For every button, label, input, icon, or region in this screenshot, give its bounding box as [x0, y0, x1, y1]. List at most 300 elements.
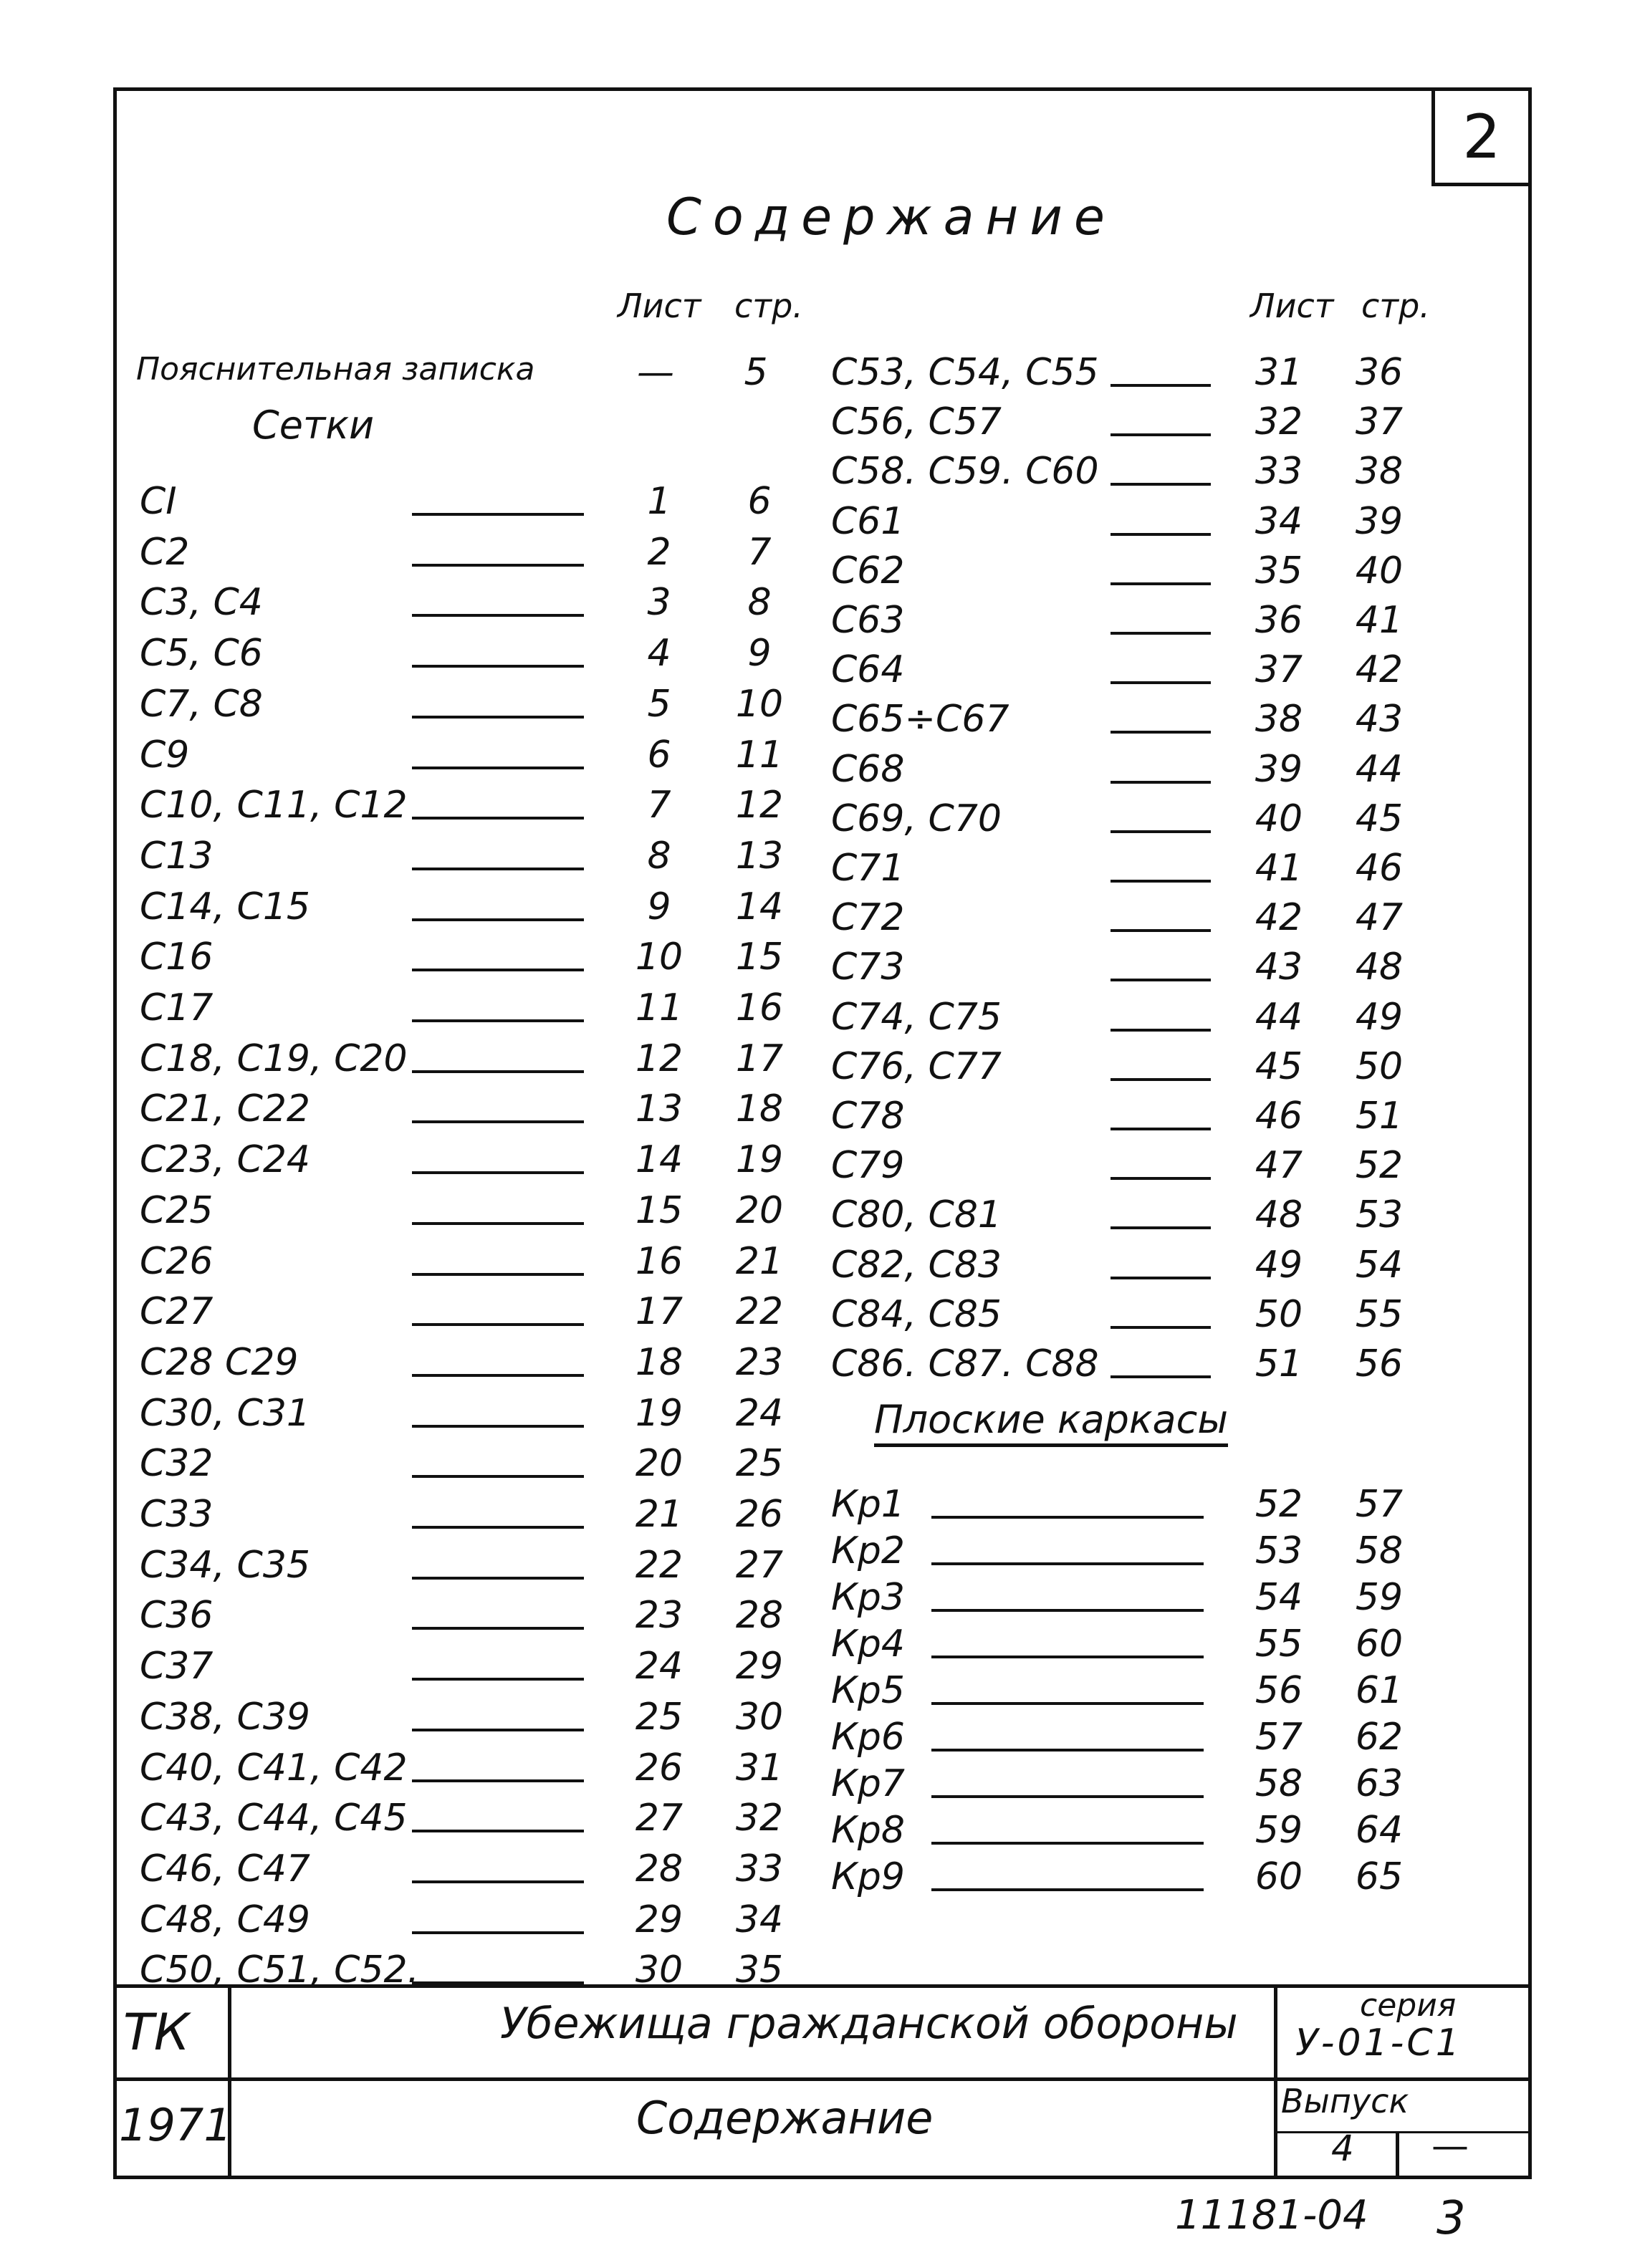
frame-entry-row — [831, 1623, 1476, 1666]
right-entry-sheet: 45 — [1255, 1044, 1303, 1088]
left-entry-sheet: 30 — [635, 1949, 683, 1992]
stamp-issue-label: Выпуск — [1281, 2082, 1409, 2120]
left-entry-label: C5, C6 — [140, 632, 263, 676]
right-entry-page: 42 — [1355, 648, 1404, 692]
left-entry-label: C17 — [140, 986, 214, 1029]
left-entry-row — [140, 1746, 820, 1789]
left-entry-sheet: 18 — [635, 1340, 683, 1384]
right-entry-sheet: 35 — [1255, 549, 1303, 592]
stamp-middle-line — [113, 2077, 1532, 2081]
left-entry-label: C27 — [140, 1290, 214, 1334]
right-entry-row — [831, 1293, 1476, 1336]
frame-entry-row — [831, 1529, 1476, 1572]
frame-entry-label: Кр8 — [831, 1809, 906, 1852]
frame-entry-sheet: 56 — [1255, 1669, 1303, 1712]
left-entry-page: 30 — [735, 1695, 784, 1739]
right-entry-leader-line — [1111, 582, 1211, 585]
left-entry-page: 22 — [735, 1290, 784, 1334]
right-entry-label: C80, C81 — [831, 1193, 1002, 1237]
right-entry-sheet: 43 — [1255, 946, 1303, 989]
right-entry-label: C68 — [831, 747, 905, 791]
right-entry-sheet: 40 — [1255, 797, 1303, 840]
left-entry-leader-line — [412, 969, 584, 971]
left-entry-label: C28 C29 — [140, 1340, 299, 1384]
frame-entry-sheet: 57 — [1255, 1716, 1303, 1759]
left-entry-sheet: 27 — [635, 1797, 683, 1840]
left-entry-sheet: 24 — [635, 1645, 683, 1688]
frame-entry-row — [831, 1483, 1476, 1526]
right-entry-sheet: 41 — [1255, 847, 1303, 890]
right-entry-leader-line — [1111, 1375, 1211, 1378]
frame-entry-row — [831, 1669, 1476, 1712]
left-entry-leader-line — [412, 1323, 584, 1326]
left-entry-label: C23, C24 — [140, 1138, 311, 1182]
right-entry-page: 45 — [1355, 797, 1404, 840]
left-entry-label: C2 — [140, 530, 190, 574]
right-entry-label: C53, C54, C55 — [831, 351, 1099, 394]
right-entry-row — [831, 1144, 1476, 1187]
left-entry-row — [140, 1189, 820, 1232]
left-entry-sheet: 11 — [635, 986, 683, 1029]
left-entry-sheet: 4 — [647, 632, 671, 676]
right-entry-page: 51 — [1355, 1095, 1404, 1138]
left-entry-row — [140, 1797, 820, 1840]
right-entry-leader-line — [1111, 533, 1211, 536]
frame-entry-leader-line — [931, 1516, 1204, 1519]
stamp-year: 1971 — [119, 2099, 232, 2151]
left-entry-label: C30, C31 — [140, 1391, 311, 1435]
right-entry-leader-line — [1111, 1128, 1211, 1130]
left-entry-leader-line — [412, 1577, 584, 1580]
right-entry-label: C69, C70 — [831, 797, 1002, 840]
page-title: Содержание — [666, 188, 1116, 246]
left-entry-leader-line — [412, 767, 584, 769]
left-entry-label: C38, C39 — [140, 1695, 311, 1739]
left-entry-label: C37 — [140, 1645, 214, 1688]
left-entry-label: C50, C51, C52. — [140, 1949, 420, 1992]
left-entry-leader-line — [412, 1425, 584, 1428]
left-header-page: стр. — [734, 287, 803, 325]
stamp-divider-right — [1274, 1984, 1277, 2179]
frame-entry-page: 59 — [1355, 1576, 1404, 1619]
right-entry-page: 52 — [1355, 1144, 1404, 1188]
left-entry-page: 29 — [735, 1645, 784, 1688]
frame-entry-page: 63 — [1355, 1762, 1404, 1805]
right-entry-page: 36 — [1355, 351, 1404, 394]
left-entry-row — [140, 734, 820, 777]
intro-page: 5 — [744, 351, 768, 394]
left-entry-label: C36 — [140, 1594, 214, 1638]
left-entry-page: 20 — [735, 1188, 784, 1232]
right-entry-leader-line — [1111, 731, 1211, 734]
right-entry-leader-line — [1111, 781, 1211, 784]
left-entry-page: 7 — [747, 530, 772, 574]
left-entry-row — [140, 986, 820, 1029]
right-entry-label: C78 — [831, 1095, 905, 1138]
frame-entry-row — [831, 1716, 1476, 1759]
right-entry-row — [831, 450, 1476, 493]
frame-entry-label: Кр5 — [831, 1669, 906, 1712]
right-entry-sheet: 36 — [1255, 599, 1303, 642]
left-entry-sheet: 2 — [647, 530, 671, 574]
left-entry-row — [140, 1087, 820, 1130]
right-entry-leader-line — [1111, 1029, 1211, 1032]
frame-entry-sheet: 52 — [1255, 1483, 1303, 1526]
left-entry-label: C25 — [140, 1188, 214, 1232]
right-entry-row — [831, 946, 1476, 989]
frame-entry-sheet: 54 — [1255, 1576, 1303, 1619]
left-entry-leader-line — [412, 513, 584, 516]
right-entry-label: C76, C77 — [831, 1044, 1002, 1088]
right-entry-label: C84, C85 — [831, 1292, 1002, 1336]
left-entry-leader-line — [412, 1171, 584, 1174]
right-entry-page: 39 — [1355, 499, 1404, 543]
right-entry-leader-line — [1111, 1277, 1211, 1279]
left-entry-label: C32 — [140, 1442, 214, 1486]
left-entry-page: 9 — [747, 632, 772, 676]
right-entry-label: C73 — [831, 946, 905, 989]
left-entry-label: C16 — [140, 936, 214, 979]
right-entry-sheet: 37 — [1255, 648, 1303, 692]
left-entry-row — [140, 1037, 820, 1080]
left-entry-sheet: 26 — [635, 1746, 683, 1789]
right-entry-label: C72 — [831, 896, 905, 940]
left-entry-label: C33 — [140, 1493, 214, 1536]
left-entry-page: 34 — [735, 1898, 784, 1941]
left-entry-sheet: 3 — [647, 581, 671, 625]
right-entry-leader-line — [1111, 681, 1211, 684]
left-entry-leader-line — [412, 665, 584, 668]
right-entry-row — [831, 351, 1476, 394]
left-entry-row — [140, 531, 820, 574]
stamp-divider-issue — [1396, 2131, 1399, 2179]
frame-entry-label: Кр6 — [831, 1716, 906, 1759]
right-entry-page: 41 — [1355, 599, 1404, 642]
left-entry-sheet: 8 — [647, 834, 671, 878]
right-entry-page: 55 — [1355, 1292, 1404, 1336]
right-entry-page: 50 — [1355, 1044, 1404, 1088]
right-entry-sheet: 32 — [1255, 400, 1303, 444]
right-entry-sheet: 33 — [1255, 450, 1303, 494]
left-entry-page: 27 — [735, 1543, 784, 1587]
left-entry-page: 19 — [735, 1138, 784, 1182]
left-entry-label: C14, C15 — [140, 885, 311, 928]
left-entry-page: 26 — [735, 1493, 784, 1536]
frame-entry-leader-line — [931, 1749, 1204, 1752]
left-entry-leader-line — [412, 1931, 584, 1934]
left-entry-row — [140, 1847, 820, 1890]
left-entry-row — [140, 835, 820, 878]
left-entry-row — [140, 1645, 820, 1688]
left-entry-label: C34, C35 — [140, 1543, 311, 1587]
left-entry-leader-line — [412, 1475, 584, 1478]
frame-entry-label: Кр4 — [831, 1623, 906, 1666]
left-entry-leader-line — [412, 918, 584, 921]
right-entry-sheet: 44 — [1255, 995, 1303, 1039]
left-entry-row — [140, 1898, 820, 1941]
left-entry-page: 35 — [735, 1949, 784, 1992]
left-entry-page: 14 — [735, 885, 784, 928]
left-entry-page: 25 — [735, 1442, 784, 1486]
stamp-top-line — [113, 1984, 1532, 1988]
left-entry-page: 10 — [735, 682, 784, 726]
left-entry-leader-line — [412, 1627, 584, 1630]
frame-entry-sheet: 60 — [1255, 1855, 1303, 1898]
left-entry-page: 24 — [735, 1391, 784, 1435]
left-entry-sheet: 28 — [635, 1847, 683, 1890]
frame-entry-row — [831, 1762, 1476, 1805]
stamp-issue-line — [1274, 2131, 1532, 2133]
right-entry-label: C63 — [831, 599, 905, 642]
left-entry-sheet: 9 — [647, 885, 671, 928]
left-entry-page: 12 — [735, 784, 784, 827]
frame-entry-label: Кр2 — [831, 1529, 906, 1572]
left-entry-row — [140, 1696, 820, 1739]
right-entry-page: 44 — [1355, 747, 1404, 791]
left-entry-sheet: 14 — [635, 1138, 683, 1182]
frame-entry-page: 64 — [1355, 1809, 1404, 1852]
stamp-doc-title: Содержание — [636, 2092, 934, 2144]
left-entry-sheet: 13 — [635, 1087, 683, 1131]
left-entry-sheet: 20 — [635, 1442, 683, 1486]
frame-entry-label: Кр3 — [831, 1576, 906, 1619]
right-entry-row — [831, 500, 1476, 543]
frame-entry-page: 58 — [1355, 1529, 1404, 1572]
right-entry-label: C82, C83 — [831, 1243, 1002, 1287]
right-entry-page: 37 — [1355, 400, 1404, 444]
frame-entry-page: 60 — [1355, 1623, 1404, 1666]
right-entry-label: C62 — [831, 549, 905, 592]
left-entry-label: C9 — [140, 733, 190, 777]
left-entry-label: C21, C22 — [140, 1087, 311, 1131]
left-entry-sheet: 23 — [635, 1594, 683, 1638]
intro-row — [136, 351, 817, 394]
right-entry-sheet: 50 — [1255, 1292, 1303, 1336]
frame-entry-page: 57 — [1355, 1483, 1404, 1526]
frame-entry-label: Кр9 — [831, 1855, 906, 1898]
right-entry-leader-line — [1111, 830, 1211, 833]
stamp-dash: — — [1431, 2125, 1469, 2168]
right-entry-sheet: 48 — [1255, 1193, 1303, 1237]
right-entry-label: C56, C57 — [831, 400, 1002, 444]
left-entry-row — [140, 784, 820, 827]
left-entry-page: 13 — [735, 834, 784, 878]
left-entry-row — [140, 632, 820, 675]
left-entry-page: 33 — [735, 1847, 784, 1890]
right-entry-page: 53 — [1355, 1193, 1404, 1237]
left-entry-leader-line — [412, 1374, 584, 1377]
left-entry-sheet: 6 — [647, 733, 671, 777]
left-entry-leader-line — [412, 564, 584, 567]
left-entry-sheet: 29 — [635, 1898, 683, 1941]
left-entry-row — [140, 1594, 820, 1637]
right-entry-row — [831, 797, 1476, 840]
left-entry-sheet: 19 — [635, 1391, 683, 1435]
right-entry-leader-line — [1111, 632, 1211, 635]
sheet-number: 2 — [1431, 87, 1532, 186]
left-entry-sheet: 7 — [647, 784, 671, 827]
frame-entry-row — [831, 1855, 1476, 1898]
right-entry-label: C74, C75 — [831, 995, 1002, 1039]
left-entry-leader-line — [412, 1070, 584, 1073]
right-entry-row — [831, 599, 1476, 642]
right-entry-leader-line — [1111, 433, 1211, 436]
left-entry-label: C46, C47 — [140, 1847, 311, 1890]
frame-entry-label: Кр1 — [831, 1483, 906, 1526]
right-entry-sheet: 39 — [1255, 747, 1303, 791]
left-entry-page: 28 — [735, 1594, 784, 1638]
frame-entry-row — [831, 1576, 1476, 1619]
right-entry-row — [831, 1244, 1476, 1287]
left-entry-row — [140, 1544, 820, 1587]
right-entry-page: 46 — [1355, 847, 1404, 890]
right-entry-row — [831, 549, 1476, 592]
left-entry-leader-line — [412, 1729, 584, 1731]
right-entry-page: 43 — [1355, 698, 1404, 741]
left-entry-leader-line — [412, 817, 584, 820]
frame-entry-sheet: 58 — [1255, 1762, 1303, 1805]
left-entry-label: C7, C8 — [140, 682, 263, 726]
frame-entry-label: Кр7 — [831, 1762, 906, 1805]
left-entry-sheet: 1 — [647, 480, 671, 523]
right-entry-row — [831, 648, 1476, 691]
left-entry-label: C3, C4 — [140, 581, 263, 625]
stamp-project: Убежища гражданской обороны — [500, 1999, 1238, 2049]
right-entry-row — [831, 1193, 1476, 1236]
left-entry-row — [140, 1240, 820, 1283]
frame-entry-leader-line — [931, 1795, 1204, 1798]
stamp-series-label: серия — [1360, 1987, 1457, 2024]
frame-entry-page: 62 — [1355, 1716, 1404, 1759]
right-entry-label: C86. C87. C88 — [831, 1342, 1099, 1385]
frame-entry-leader-line — [931, 1562, 1204, 1565]
right-entry-row — [831, 847, 1476, 890]
left-entry-page: 23 — [735, 1340, 784, 1384]
stamp-issue: 4 — [1331, 2128, 1354, 2169]
left-entry-leader-line — [412, 1019, 584, 1022]
left-entry-label: C10, C11, C12 — [140, 784, 408, 827]
left-entry-row — [140, 581, 820, 624]
left-entry-row — [140, 936, 820, 979]
right-entry-leader-line — [1111, 1226, 1211, 1229]
right-entry-row — [831, 1095, 1476, 1138]
right-entry-page: 47 — [1355, 896, 1404, 940]
right-entry-leader-line — [1111, 483, 1211, 486]
left-entry-label: C13 — [140, 834, 214, 878]
right-entry-page: 56 — [1355, 1342, 1404, 1385]
left-entry-label: C48, C49 — [140, 1898, 311, 1941]
right-entry-row — [831, 1342, 1476, 1385]
left-entry-label: C26 — [140, 1239, 214, 1283]
left-entry-leader-line — [412, 1779, 584, 1782]
right-entry-sheet: 51 — [1255, 1342, 1303, 1385]
right-entry-label: C79 — [831, 1144, 905, 1188]
left-entry-leader-line — [412, 1222, 584, 1225]
right-entry-sheet: 38 — [1255, 698, 1303, 741]
left-entry-row — [140, 480, 820, 523]
left-entry-label: CI — [140, 480, 177, 523]
right-entry-page: 48 — [1355, 946, 1404, 989]
left-entry-leader-line — [412, 1678, 584, 1681]
intro-label: Пояснительная записка — [136, 351, 535, 388]
left-entry-row — [140, 1442, 820, 1485]
left-entry-sheet: 22 — [635, 1543, 683, 1587]
left-entry-row — [140, 683, 820, 726]
left-entry-sheet: 17 — [635, 1290, 683, 1334]
left-entry-row — [140, 1341, 820, 1384]
left-entry-row — [140, 1392, 820, 1435]
frame-entry-sheet: 59 — [1255, 1809, 1303, 1852]
left-entry-page: 6 — [747, 480, 772, 523]
left-entry-label: C43, C44, C45 — [140, 1797, 408, 1840]
left-entry-label: C18, C19, C20 — [140, 1037, 408, 1080]
right-entry-sheet: 31 — [1255, 351, 1303, 394]
frame-entry-leader-line — [931, 1609, 1204, 1612]
left-entry-row — [140, 885, 820, 928]
left-entry-leader-line — [412, 1830, 584, 1832]
right-entry-leader-line — [1111, 979, 1211, 981]
right-entry-sheet: 47 — [1255, 1144, 1303, 1188]
left-entry-row — [140, 1493, 820, 1536]
footer-code: 11181-04 — [1175, 2192, 1368, 2239]
frame-entry-leader-line — [931, 1702, 1204, 1705]
left-entry-leader-line — [412, 1273, 584, 1276]
right-entry-sheet: 49 — [1255, 1243, 1303, 1287]
right-entry-sheet: 34 — [1255, 499, 1303, 543]
left-entry-leader-line — [412, 716, 584, 719]
intro-sheet: — — [637, 351, 674, 394]
left-entry-leader-line — [412, 868, 584, 870]
left-entry-page: 11 — [735, 733, 784, 777]
right-header-sheet: Лист — [1250, 287, 1334, 325]
left-entry-row — [140, 1290, 820, 1333]
left-entry-page: 32 — [735, 1797, 784, 1840]
left-header-sheet: Лист — [618, 287, 701, 325]
frame-entry-leader-line — [931, 1656, 1204, 1658]
left-entry-leader-line — [412, 1526, 584, 1529]
section-title-frames: Плоские каркасы — [874, 1397, 1228, 1442]
right-entry-row — [831, 1045, 1476, 1088]
frame-entry-sheet: 55 — [1255, 1623, 1303, 1666]
frame-entry-leader-line — [931, 1888, 1204, 1891]
right-entry-label: C71 — [831, 847, 905, 890]
left-entry-label: C40, C41, C42 — [140, 1746, 408, 1789]
left-entry-leader-line — [412, 614, 584, 617]
right-entry-leader-line — [1111, 1177, 1211, 1180]
right-header-page: стр. — [1361, 287, 1430, 325]
right-entry-page: 38 — [1355, 450, 1404, 494]
frame-entry-row — [831, 1809, 1476, 1852]
left-entry-sheet: 12 — [635, 1037, 683, 1080]
right-entry-sheet: 42 — [1255, 896, 1303, 940]
left-entry-sheet: 5 — [647, 682, 671, 726]
right-entry-row — [831, 896, 1476, 939]
right-entry-label: C65÷C67 — [831, 698, 1009, 741]
right-entry-row — [831, 400, 1476, 443]
right-entry-leader-line — [1111, 880, 1211, 883]
left-entry-page: 31 — [735, 1746, 784, 1789]
left-entry-page: 8 — [747, 581, 772, 625]
frame-entry-leader-line — [931, 1842, 1204, 1845]
right-entry-label: C61 — [831, 499, 905, 543]
title-block — [113, 1984, 1532, 2179]
footer-page: 3 — [1436, 2192, 1466, 2245]
stamp-series: У-01-С1 — [1295, 2022, 1462, 2065]
frame-entry-page: 65 — [1355, 1855, 1404, 1898]
right-entry-sheet: 46 — [1255, 1095, 1303, 1138]
right-entry-label: C64 — [831, 648, 905, 692]
left-entry-page: 18 — [735, 1087, 784, 1131]
